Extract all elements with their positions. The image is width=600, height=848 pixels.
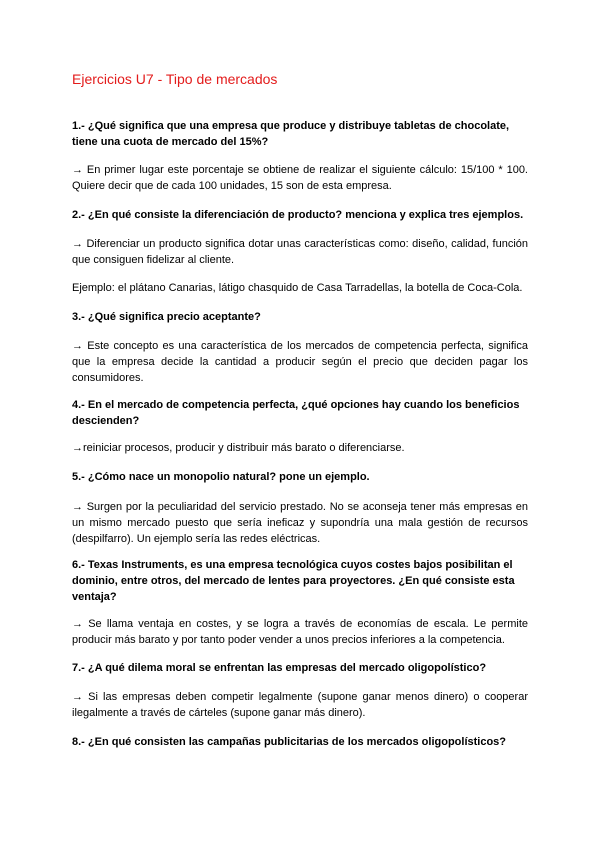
question-1: 1.- ¿Qué significa que una empresa que produce y distribuye tabletas de chocolate, tiene una cuota de mercado del 15%? [72, 120, 510, 148]
question-7: 7.- ¿A qué dilema moral se enfrentan las empresas del mercado oligopolístico? [72, 662, 487, 674]
answer-2-example: Ejemplo: el plátano Canarias, látigo chasquido de Casa Tarradellas, la botella de Coca-Cola. [72, 282, 523, 294]
answer-3: → Este concepto es una característica de los mercados de competencia perfecta, significa que la empresa decide la cantidad a producir según el precio que deciden pagar los consumidores. [72, 340, 528, 384]
answer-2: → Diferenciar un producto significa dotar unas características como: diseño, calidad, función que consiguen fidelizar al cliente. [72, 238, 528, 266]
answer-5: → Surgen por la peculiaridad del servicio prestado. No se aconseja tener más empresas en un mismo mercado puesto que sería ineficaz y supondría una mala gestión de recursos (despilfarro). Un ejemplo sería las redes eléctricas. [72, 501, 528, 545]
question-3: 3.- ¿Qué significa precio aceptante? [72, 311, 261, 323]
question-8: 8.- ¿En qué consisten las campañas publicitarias de los mercados oligopolísticos? [72, 736, 507, 748]
page-title: Ejercicios U7 - Tipo de mercados [72, 71, 278, 87]
question-6: 6.- Texas Instruments, es una empresa tecnológica cuyos costes bajos posibilitan el dominio, entre otros, del mercado de lentes para proyectores. ¿En qué consiste esta ventaja? [72, 559, 515, 603]
answer-6: → Se llama ventaja en costes, y se logra a través de economías de escala. Le permite producir más barato y por tanto poder vender a unos precios inferiores a la competencia. [72, 618, 528, 646]
question-2: 2.- ¿En qué consiste la diferenciación de producto? menciona y explica tres ejemplos. [72, 209, 524, 221]
question-4: 4.- En el mercado de competencia perfecta, ¿qué opciones hay cuando los beneficios descienden? [72, 399, 520, 427]
answer-7: → Si las empresas deben competir legalmente (supone ganar menos dinero) o cooperar ilegalmente a través de cárteles (supone ganar más dinero). [72, 691, 528, 719]
answer-1: → En primer lugar este porcentaje se obtiene de realizar el siguiente cálculo: 15/100 * 100. Quiere decir que de cada 100 unidades, 15 son de esta empresa. [72, 164, 528, 192]
answer-4: →reiniciar procesos, producir y distribuir más barato o diferenciarse. [72, 442, 405, 454]
question-5: 5.- ¿Cómo nace un monopolio natural? pone un ejemplo. [72, 471, 370, 483]
